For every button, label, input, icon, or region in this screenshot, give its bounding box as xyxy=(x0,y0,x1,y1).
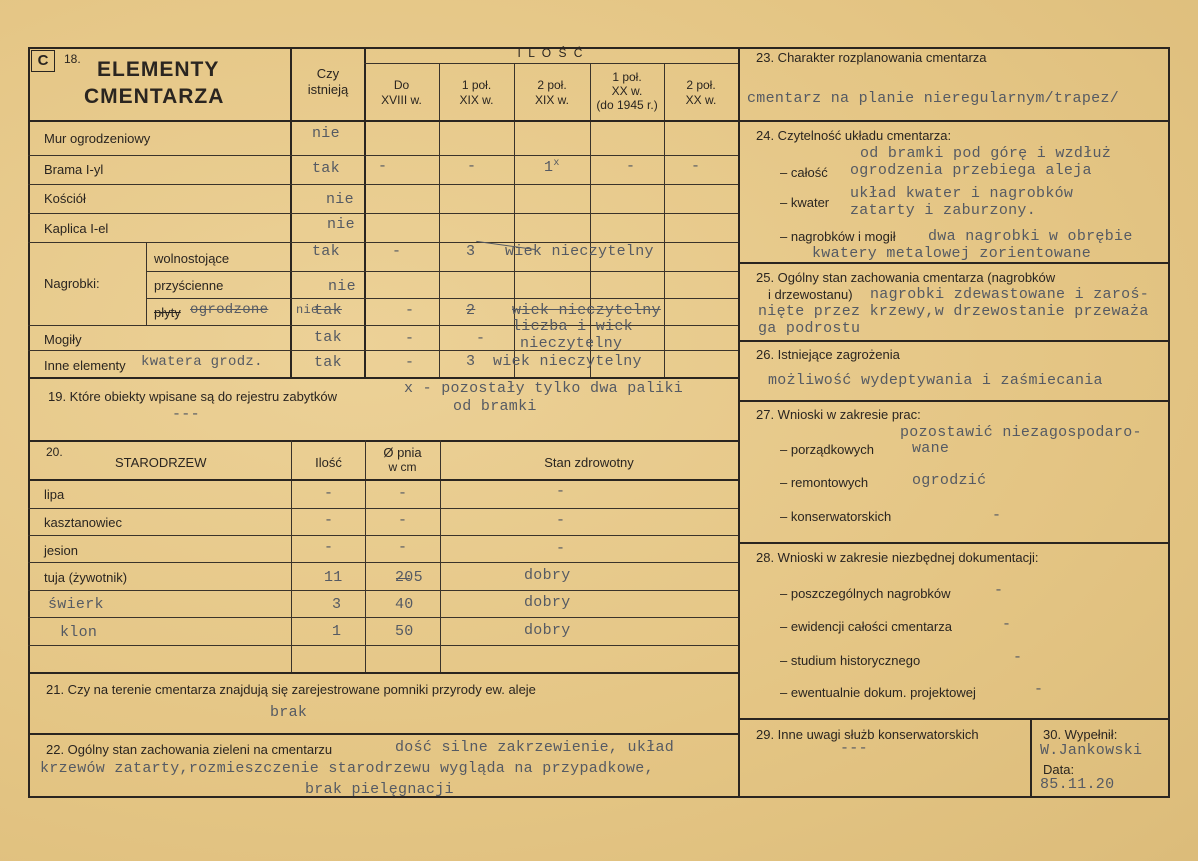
q20-row-3-stan: dobry xyxy=(524,567,571,584)
q30-data-label: Data: xyxy=(1043,762,1075,777)
q26-label: 26. Istniejące zagrożenia xyxy=(756,347,900,362)
col-1polxx-label: 1 poł. xyxy=(612,70,642,84)
przysc-czy: nie xyxy=(328,278,356,295)
section-title-2: CMENTARZA xyxy=(84,85,225,108)
ilosc-header: I L O Ś Ć xyxy=(517,46,585,60)
col-do-label: Do xyxy=(393,78,410,92)
q20-title: STARODRZEW xyxy=(115,455,207,470)
section-letter-box xyxy=(31,50,55,72)
row-nagrobki-label: Nagrobki: xyxy=(44,276,100,291)
q24-kwater-typed-1: układ kwater i nagrobków xyxy=(850,185,1074,202)
q20-row-5-stan: dobry xyxy=(524,622,571,639)
section-25-bottom xyxy=(738,340,1170,342)
q28-item-b-dash: - xyxy=(1002,616,1012,633)
q20-row-1-ilosc: - xyxy=(324,512,334,529)
right-border xyxy=(1168,47,1170,797)
czy-label: Czy xyxy=(316,66,340,81)
q20-row-0-pnia: - xyxy=(398,485,408,502)
col-2pol-label: 2 poł. xyxy=(537,78,567,92)
q23-label: 23. Charakter rozplanowania cmentarza xyxy=(756,50,987,65)
section-26-bottom xyxy=(738,400,1170,402)
row-przysc-label: przyścienne xyxy=(154,278,224,293)
q28-item-b: – ewidencji całości cmentarza xyxy=(780,619,952,634)
q28-item-d-dash: - xyxy=(1034,681,1044,698)
wolno-1pol: 3 xyxy=(466,243,476,260)
row-line-2 xyxy=(28,184,738,185)
bottom-border xyxy=(28,796,1170,798)
section-28-bottom xyxy=(738,718,1170,720)
q20-row-line-1 xyxy=(28,508,738,509)
inne-do: - xyxy=(405,354,415,371)
col-1polxx-label-3: (do 1945 r.) xyxy=(596,98,658,112)
q24-kwater-typed-2: zatarty i zaburzony. xyxy=(850,202,1037,219)
mogily-1pol: - xyxy=(476,330,486,347)
row-inne-typed: kwatera grodz. xyxy=(141,354,263,370)
q20-row-3-ilosc: 11 xyxy=(324,569,343,586)
inne-1pol: 3 xyxy=(466,353,476,370)
q19-label: 19. Które obiekty wpisane są do rejestru zabytków xyxy=(48,389,338,404)
kaplica-czy: nie xyxy=(327,216,355,233)
row-line-1 xyxy=(28,155,738,156)
q29-typed: --- xyxy=(840,740,868,757)
brama-2pol-value: 1 xyxy=(544,159,554,176)
q20-row-3-strike xyxy=(396,578,410,579)
q20-row-4-ilosc: 3 xyxy=(332,596,342,613)
row-mur-label: Mur ogrodzeniowy xyxy=(44,131,151,146)
q21-typed: brak xyxy=(270,704,308,721)
q24-calosc-typed-2: ogrodzenia przebiega aleja xyxy=(850,162,1092,179)
q30-date: 85.11.20 xyxy=(1040,776,1115,793)
q20-row-4-name: świerk xyxy=(48,596,104,613)
q20-row-2-pnia: - xyxy=(398,539,408,556)
q26-typed: możliwość wydeptywania i zaśmiecania xyxy=(768,372,1103,389)
section-21-bottom xyxy=(28,733,738,735)
brama-czy: tak xyxy=(312,160,340,177)
col-2pol-label-2: XIX w. xyxy=(534,93,569,107)
q30-label: 30. Wypełnił: xyxy=(1043,727,1118,742)
row-line-5 xyxy=(146,271,738,272)
q20-row-1-stan: - xyxy=(556,512,566,529)
q27-porz-typed-1: pozostawić niezagospodaro- xyxy=(900,424,1142,441)
q24-calosc-typed-1: od bramki pod górę i wzdłuż xyxy=(860,145,1112,162)
q20-ilosc-header: Ilość xyxy=(315,455,342,470)
col-2polxx-label-2: XX w. xyxy=(685,93,717,107)
row-kaplica-label: Kaplica I-el xyxy=(44,221,109,236)
q20-row-2-stan: - xyxy=(556,540,566,557)
q21-label: 21. Czy na terenie cmentarza znajdują się zarejestrowane pomniki przyrody ew. aleje xyxy=(46,682,536,697)
row-wolno-label: wolnostojące xyxy=(154,251,230,266)
q27-rem-label: – remontowych xyxy=(780,475,869,490)
q20-row-4-pnia: 40 xyxy=(395,596,414,613)
q20-header-bottom xyxy=(28,479,738,481)
q20-row-line-5 xyxy=(28,617,738,618)
q20-col-1 xyxy=(291,440,292,672)
row-line-6 xyxy=(146,298,738,299)
q20-row-2-ilosc: - xyxy=(324,539,334,556)
q24-nagr-typed-1: dwa nagrobki w obrębie xyxy=(928,228,1133,245)
q20-pnia-header: Ø pnia xyxy=(383,445,422,460)
q20-row-1-pnia: - xyxy=(398,512,408,529)
header-bottom-line xyxy=(28,120,738,122)
q28-label: 28. Wnioski w zakresie niezbędnej dokumentacji: xyxy=(756,550,1039,565)
wolno-do: - xyxy=(392,243,402,260)
section-18-bottom xyxy=(28,377,738,379)
wolno-note: wiek nieczytelny xyxy=(505,243,654,260)
left-border xyxy=(28,47,30,797)
q27-label: 27. Wnioski w zakresie prac: xyxy=(756,407,921,422)
q22-typed-2: krzewów zatarty,rozmieszczenie starodrzewu wygląda na przypadkowe, xyxy=(40,760,654,777)
section-23-bottom xyxy=(738,120,1170,122)
q20-row-line-2 xyxy=(28,535,738,536)
istnieja-label: istnieją xyxy=(307,82,349,97)
q28-item-a: – poszczególnych nagrobków xyxy=(780,586,951,601)
q20-row-1-name: kasztanowiec xyxy=(44,515,123,530)
section-24-bottom xyxy=(738,262,1170,264)
col-line-4 xyxy=(664,63,665,377)
section-18-number: 18. xyxy=(64,52,81,66)
kosciol-czy: nie xyxy=(326,191,354,208)
inne-note: wiek nieczytelny xyxy=(493,353,642,370)
ilosc-underline xyxy=(364,63,738,64)
q25-typed-2: nięte przez krzewy,w drzewostanie przeważa xyxy=(758,303,1149,320)
q20-row-5-pnia: 50 xyxy=(395,623,414,640)
brama-do: - xyxy=(378,158,388,175)
q20-col-3 xyxy=(440,440,441,672)
q27-rem-typed: ogrodzić xyxy=(912,472,987,489)
q20-number: 20. xyxy=(46,445,63,459)
q28-item-c-dash: - xyxy=(1013,649,1023,666)
q24-label: 24. Czytelność układu cmentarza: xyxy=(756,128,952,143)
q28-item-a-dash: - xyxy=(994,582,1004,599)
row-inne-label: Inne elementy xyxy=(44,358,126,373)
q20-row-0-ilosc: - xyxy=(324,485,334,502)
q20-row-2-name: jesion xyxy=(44,543,78,558)
q20-row-3-pnia: 205 xyxy=(395,569,423,586)
q19-typed-1: x - pozostały tylko dwa paliki xyxy=(404,380,684,397)
q24-nagr-typed-2: kwatery metalowej zorientowane xyxy=(812,245,1092,262)
mur-czy: nie xyxy=(312,125,340,142)
plyty-czy-a: nie xyxy=(296,303,319,317)
q20-row-4-stan: dobry xyxy=(524,594,571,611)
q20-col-2 xyxy=(365,440,366,672)
plyty-do: - xyxy=(405,302,415,319)
wolno-czy: tak xyxy=(312,243,340,260)
row-mogily-label: Mogiły xyxy=(44,332,82,347)
row-plyty-typed: ogrodzone xyxy=(190,302,269,318)
q25-label-2: i drzewostanu) xyxy=(768,287,853,302)
q30-name: W.Jankowski xyxy=(1040,742,1143,759)
q25-label-1: 25. Ogólny stan zachowania cmentarza (nagrobków xyxy=(756,270,1056,285)
q20-row-line-4 xyxy=(28,590,738,591)
col-line-1 xyxy=(439,63,440,377)
col-1polxx-label-2: XX w. xyxy=(611,84,643,98)
q22-typed-1: dość silne zakrzewienie, układ xyxy=(395,739,675,756)
q24-calosc-label: – całość xyxy=(780,165,828,180)
row-plyty-label: płyty xyxy=(154,305,181,320)
q28-item-d: – ewentualnie dokum. projektowej xyxy=(780,685,976,700)
q28-item-c: – studium historycznego xyxy=(780,653,921,668)
q23-typed: cmentarz na planie nieregularnym/trapez/ xyxy=(747,90,1120,107)
section-20-bottom xyxy=(28,672,738,674)
brama-2polxx: - xyxy=(691,158,701,175)
row-brama-label: Brama I-yl xyxy=(44,162,104,177)
nagrobki-divider xyxy=(146,242,147,325)
col-1pol-label: 1 poł. xyxy=(461,78,492,92)
section-19-bottom xyxy=(28,440,738,442)
q24-nagr-label: – nagrobków i mogił xyxy=(780,229,896,244)
q20-row-5-name: klon xyxy=(60,624,98,641)
q29-q30-divider xyxy=(1030,718,1032,797)
col-1pol-label-2: XIX w. xyxy=(459,93,494,107)
q29-label: 29. Inne uwagi służb konserwatorskich xyxy=(756,727,979,742)
row-line-8 xyxy=(28,350,738,351)
q20-pnia-header-2: w cm xyxy=(388,460,417,474)
mogily-czy: tak xyxy=(314,329,342,346)
q27-porz-typed-2: wane xyxy=(912,440,950,457)
brama-1pol: - xyxy=(467,158,477,175)
q19-dash: --- xyxy=(172,406,200,423)
q27-kons-label: – konserwatorskich xyxy=(780,509,892,524)
q19-typed-2: od bramki xyxy=(453,398,537,415)
brama-2pol xyxy=(544,158,560,176)
brama-2pol-sup: x xyxy=(553,158,560,169)
section-title-1: ELEMENTY xyxy=(97,58,220,81)
inne-czy: tak xyxy=(314,354,342,371)
center-divider xyxy=(738,47,740,797)
q27-kons-typed: - xyxy=(992,507,1002,524)
plyty-1pol: 2 xyxy=(466,302,476,319)
q20-row-3-name: tuja (żywotnik) xyxy=(44,570,128,585)
q27-porz-label: – porządkowych xyxy=(780,442,874,457)
brama-1polxx: - xyxy=(626,158,636,175)
row-kosciol-label: Kościół xyxy=(44,191,86,206)
q20-row-0-stan: - xyxy=(556,483,566,500)
q20-row-line-6 xyxy=(28,645,738,646)
q25-typed-1: nagrobki zdewastowane i zaroś- xyxy=(870,286,1150,303)
col-do-label-2: XVIII w. xyxy=(381,93,422,107)
q20-row-0-name: lipa xyxy=(44,487,65,502)
q22-label: 22. Ogólny stan zachowania zieleni na cmentarzu xyxy=(46,742,333,757)
mogily-do: - xyxy=(405,330,415,347)
col-2polxx-label: 2 poł. xyxy=(686,78,716,92)
section-27-bottom xyxy=(738,542,1170,544)
q20-row-5-ilosc: 1 xyxy=(332,623,342,640)
plyty-note: wiek nieczytelny xyxy=(512,302,661,319)
q25-typed-3: ga podrostu xyxy=(758,320,861,337)
q20-row-line-3 xyxy=(28,562,738,563)
section-letter: C xyxy=(37,52,49,69)
mogily-note: nieczytelny xyxy=(520,335,623,352)
plyty-czy-b: tak xyxy=(314,302,342,319)
q22-typed-3: brak pielęgnacji xyxy=(305,781,454,798)
q20-stan-header: Stan zdrowotny xyxy=(544,455,634,470)
row-line-3 xyxy=(28,213,738,214)
q24-kwater-label: – kwater xyxy=(780,195,830,210)
plyty-note-2: liczba i wiek xyxy=(512,318,633,335)
